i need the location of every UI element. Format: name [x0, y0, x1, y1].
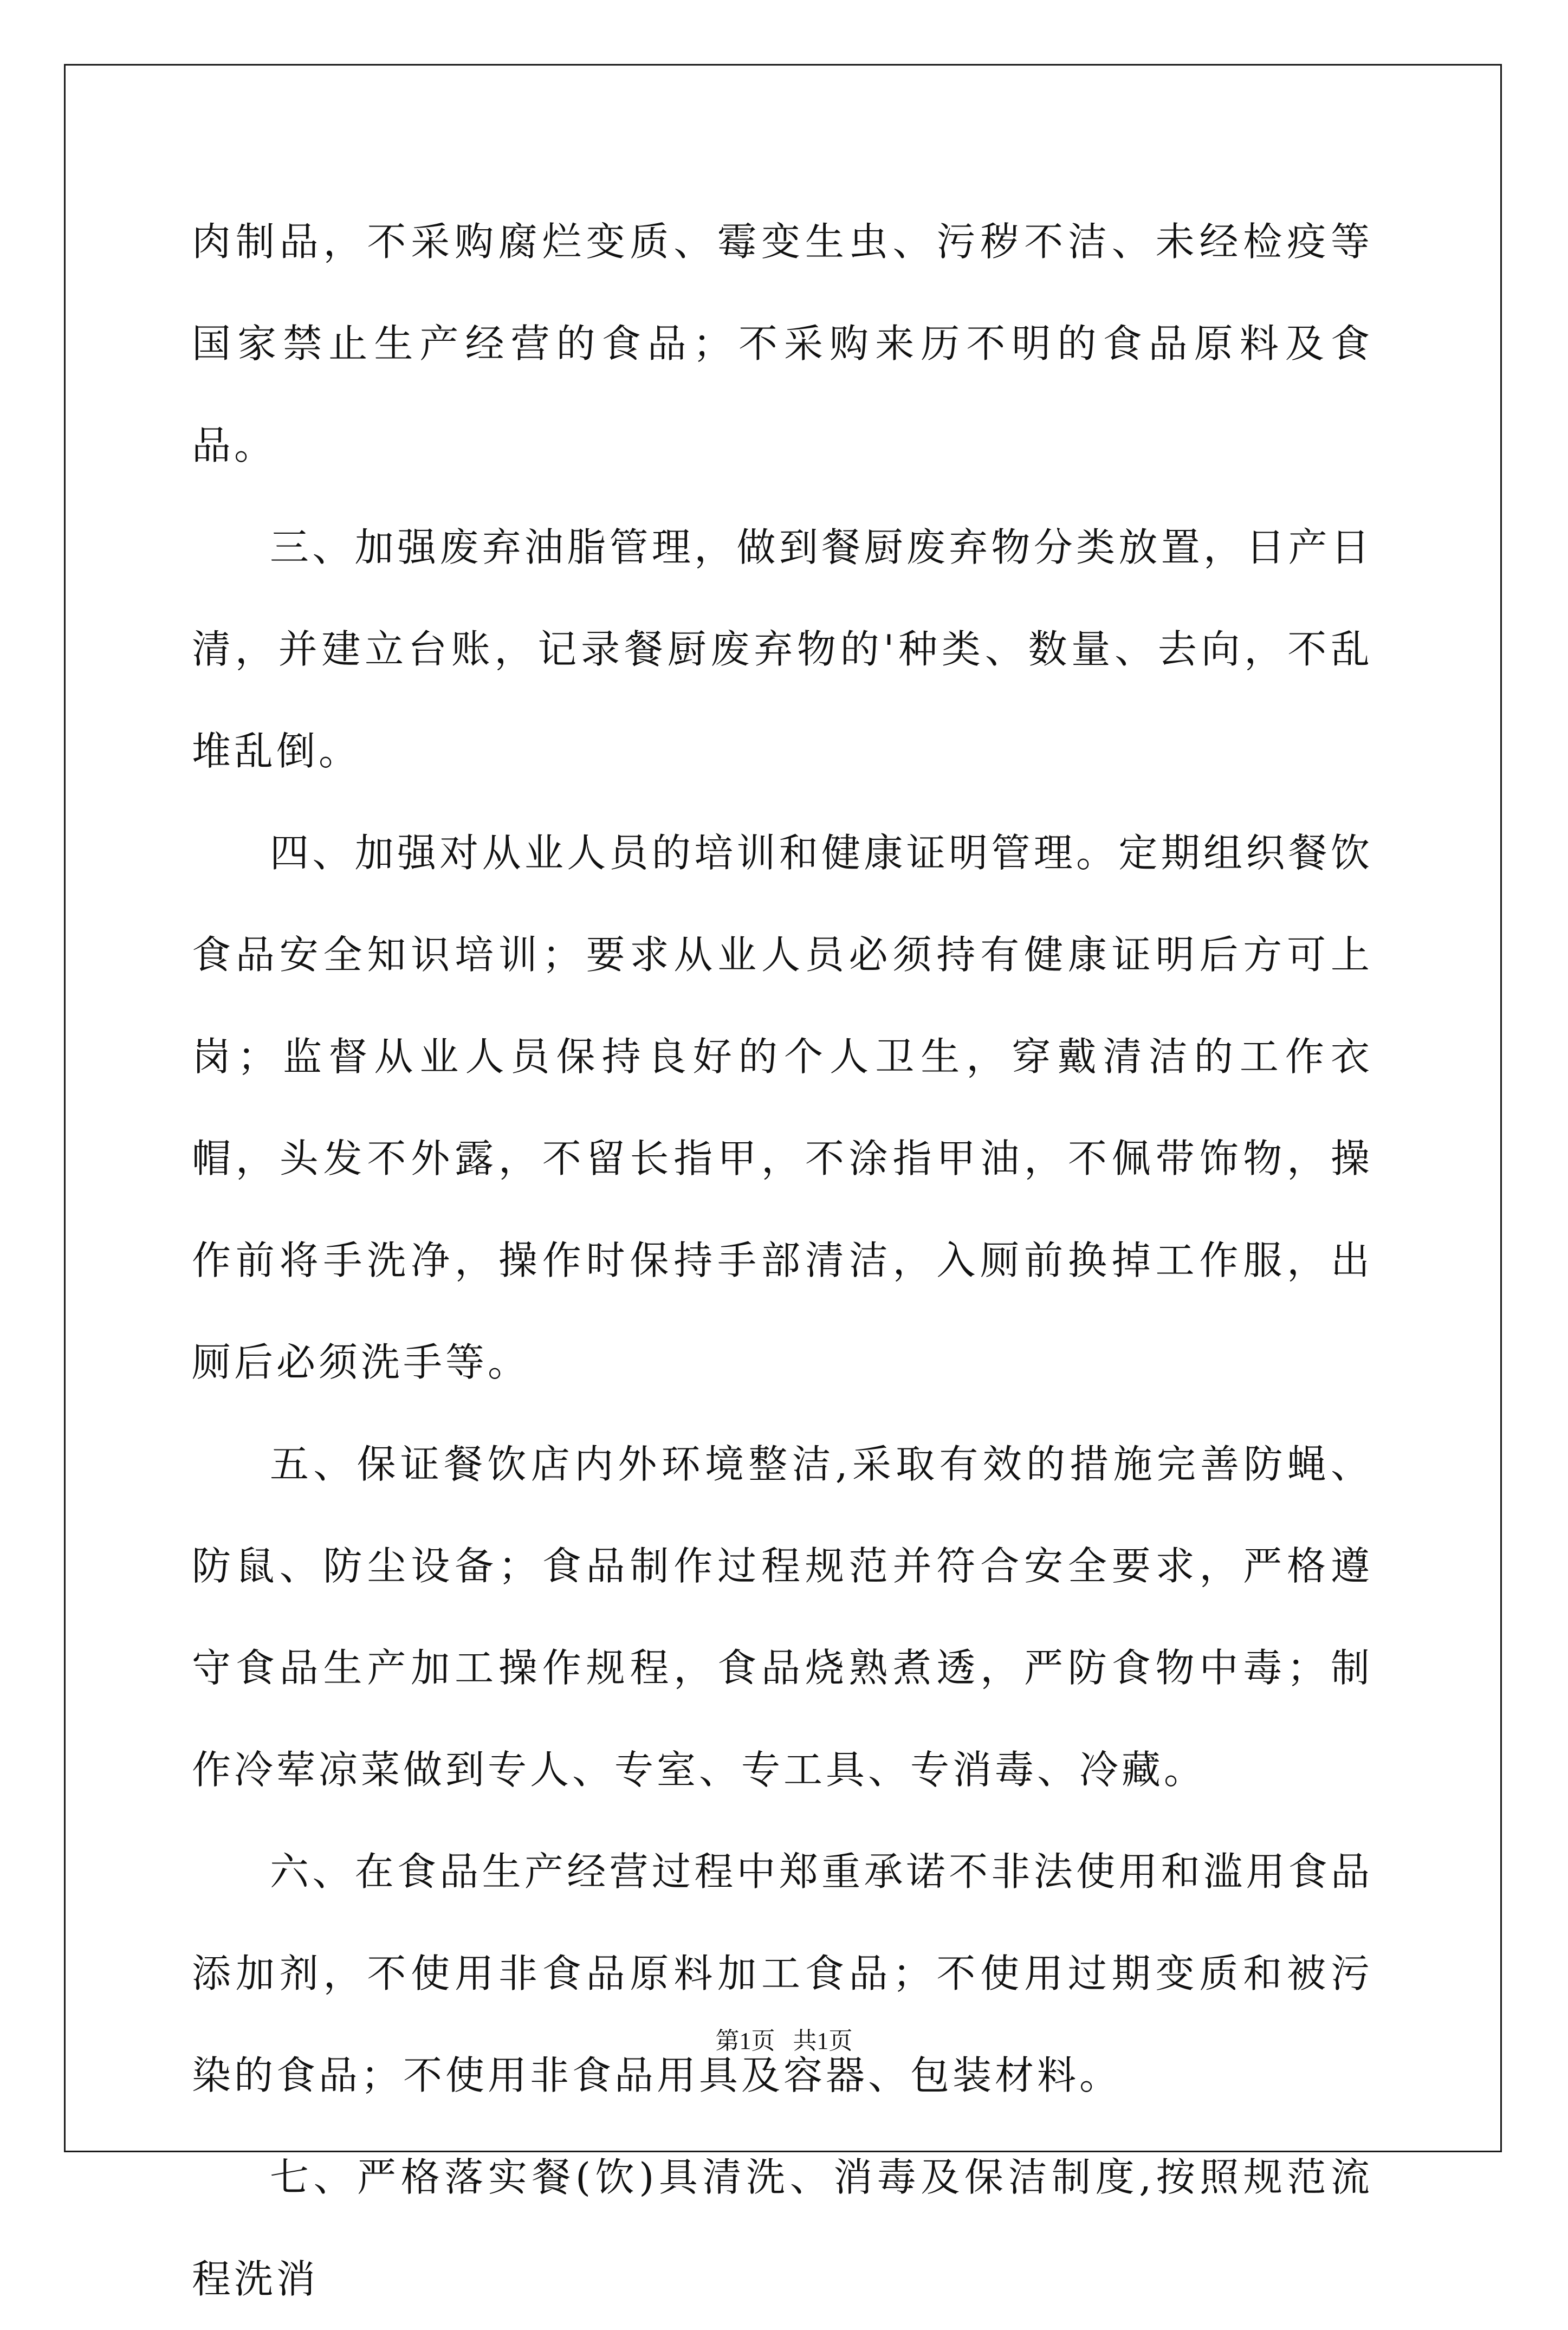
paragraph-5: 六、在食品生产经营过程中郑重承诺不非法使用和滥用食品添加剂，不使用非食品原料加工食品；不使用过期变质和被污染的食品；不使用非食品用具及容器、包装材料。	[192, 1849, 1373, 2098]
paragraph-3: 四、加强对从业人员的培训和健康证明管理。定期组织餐饮食品安全知识培训；要求从业人员必须持有健康证明后方可上岗；监督从业人员保持良好的个人卫生，穿戴清洁的工作衣帽，头发不外露，不留长指甲，不涂指甲油，不佩带饰物，操作前将手洗净，操作时保持手部清洁，入厕前换掉工作服，出厕后必须洗手等。	[192, 830, 1373, 1385]
paragraph-2: 三、加强废弃油脂管理，做到餐厨废弃物分类放置，日产日清，并建立台账，记录餐厨废弃物的'种类、数量、去向，不乱堆乱倒。	[192, 525, 1373, 774]
paragraph-1: 肉制品，不采购腐烂变质、霉变生虫、污秽不洁、未经检疫等国家禁止生产经营的食品；不采购来历不明的食品原料及食品。	[192, 219, 1373, 468]
page-footer: 第1页 共1页	[715, 2028, 853, 2054]
paragraph-6: 七、严格落实餐(饮)具清洗、消毒及保洁制度,按照规范流程洗消	[192, 2154, 1373, 2302]
document-body	[192, 191, 1373, 2330]
paragraph-4: 五、保证餐饮店内外环境整洁,采取有效的措施完善防蝇、防鼠、防尘设备；食品制作过程规范并符合安全要求，严格遵守食品生产加工操作规程，食品烧熟煮透，严防食物中毒；制作冷荤凉菜做到专人、专室、专工具、专消毒、冷藏。	[192, 1441, 1373, 1792]
